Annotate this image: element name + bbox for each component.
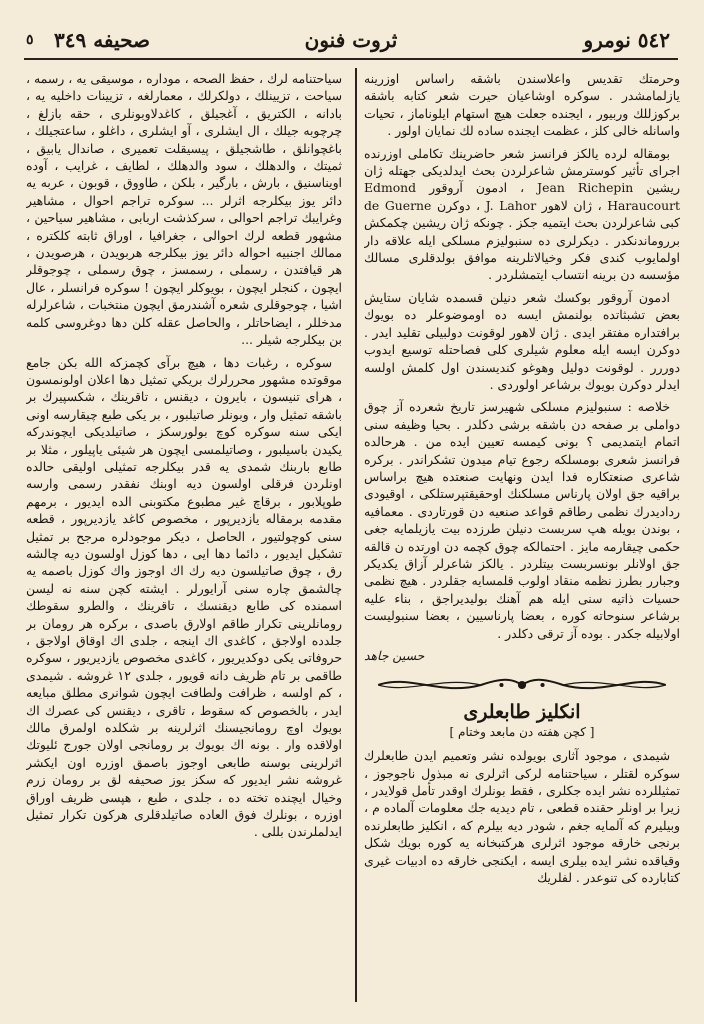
column-divider	[355, 68, 357, 1002]
left-column	[26, 70, 342, 1000]
ornament-divider	[368, 672, 676, 698]
page-header	[24, 24, 678, 60]
article-subtitle: [ كچن هفته دن مابعد وختام ]	[449, 724, 595, 739]
paragraph: وحرمتك تقديس واعلاسندن باشقه راساس اوزرينه يازلمامشدر . سوكره اوشاعيان حيرت شعر كتابه باشقه بركوزللك وربيور ، ايجنده جعلت هيچ استهام ايلوناماز ، تحيات واسانله خالى كلز ، عظمت ايجنده ساده لك نمايان اولور .	[364, 71, 680, 139]
paragraph: سوكره ، رغبات دها ، هيچ برآى كچمزكه الله بكن جامع موقوتده مشهور محررلرك بريكي تمثيل دها اعلان اولونمسون ، هراى تنيسون ، بايرون ، ديقنس ، تاقرينك ، شكسپيرك بر باشقه تمثيل وار ، وبونلر صاتيلبور ، بر يكى طبع چيقارسه اونى ايكى سنه سوكره كوچ بولورسكز ، صاتيلديكى ايچوندركه يكيدن باسيلبور ، وصاتيلمسى ايچون هر شيئى ياپيلور ، مثلا بر طابع باربنك شمدى يه قدر بيكلرجه تمثيلى اوليقى حالده اونلردن فرقلى اولسون ديه اوبنك نفقدر رسمى وارسه طوپلابور ، برقاچ غير مطبوع مكتوبنى الده ايديور ، برمهم مقدمه برمقاله يازديرپور ، مخصوص كاغد يازديرپور ، قطعه سنى كوچولتيور ، الحاصل ، ديكر موجودلره مرجح بر تمثيل تشكيل ايديور ، دائما دها ايى ، دها كوزل اولسون ديه چالشه رق ، چوق صاتيلسون ديه رك اك اوجوز واك كوزل باصمه يه چالشمق چاره سنى آرايورلر . ايشته كچن سنه نه ليسن اسمنده كى طابع ديقنسك ، تاقرينك ، والطرو سقوطك رومانلرينى تكرار طاقم اولارق باصدى ، بركره هر رومان بر جلدده اولاجق ، كاغدى اك اينجه ، جلدى اك اوقاق اولاجق ، حروفاتى يكى دوكديريور ، كاغدى مخصوص يازديريور ، سوكره طاقمى بر تام ظريف دانه قويور ، جلدى ١٢ غروشه . شيمدى ، كم اولسه ، ظرافت ولطافت ايچون شوانرى مطلق مبايعه ايدر ، بالخصوص كه سقوط ، تاقرى ، ديقنس كى عصرك اك بويوك اوچ رومانجيسنك اثرلرينه بر شكلده اولمرق مالك اولاقده وار . بونه اك بويوك بر رومانجى اولان جورج ئليوتك اثرلرينى بوسنه طابعى اوجوز باصمق اوزره اون ايكشر غروشه نشر ايديور كه سكز يوز صحيفه لق بر رومان زرم وخيال ايچنده تخته ده ، جلدى ، طبع ، هپسى ظريف اوراق اوزره ، بونلرك فوق العاده صاتيلدقلرى هركون تكرار تمثيل ايدلملرندن بللى .	[26, 354, 342, 840]
author-signature: حسين جاهد	[364, 648, 425, 663]
paragraph: خلاصه : سنبوليزم مسلكى شهيرسز تاريخ شعرده آز چوق دواملى بر صفحه دن باشقه برشى دكلدر . بحيا وظيفه سنى اتمام ايتمديمى ؟ بونى كيمسه تعيين ايده من . هرحالده فرانسز شعرى بومسلكه رجوع تيام ميدون تشكراندر . بركره شاعرى صنعتكاره فدا ايدن ونهايت صنعتده هيچ براساس براقيه جق اولان پارناس مسلكنك اوحقيقتپرستلكى ، اوقيودى رداديدرك نظمى رطاقم قواعد صنعيه دن قورتاردى . معمافيه ، بوندن بويله هپ سربست دنيلن طرزده بيت يازيلمايه جغى حكمى چيقارمه مايز . احتمالكه چوق كچمه دن اورتده ن قالقه جق اولانلر بونسربست بيتلردر . يالكز شاعرلر آزاق يكديكر وجبارر بطرز نظمه منقاد اولوب قلمسايه جقلردر . هيچ نظمى حسيات ذاتيه سنى ايله هم آهنك بوليديراجق ، بناء عليه برشاعر سنوحاته كوره ، بعضا پارناسيين ، بعضا سنبوليست اولابيله جكدر . بوده آز ترقى دكلدر .	[364, 399, 680, 641]
paragraph: ادمون آروقور بوكسك شعر دنيلن قسمده شايان ستايش بعض تشبثاتده بولنمش ايسه ده اوموضوعلر ده بويوك برافتداره مفتقر ايدى . ژان لاهور لوقونت دولبيلى تقليد ايدر . دوكرن ايسه ايله معلوم شيلرى كلى فصاحتله توسيع ايدوب دوررر . لوقونت دوليل وهوغو كنديسندن اول كلمش اولسه ايدلر دوكرن بويوك برشاعر اولوردى .	[364, 289, 680, 392]
journal-title: ثروت فنون	[304, 28, 398, 52]
corner-mark: ٥	[26, 32, 34, 48]
paragraph: شيمدى ، موجود آثارى بويولده نشر وتعميم ايدن طابعلرك سوكره لقتلر ، سياحتنامه لركى اثرلرى نه مبذول ناجوجوز ، تمثيللرده نشر ايده جكلرى ، فقط بونلرك اوقدر تأمل قولايدر ، زيرا بر اونلر حقنده قطعى ، تام ديديه جك معلومات آلماده م ، وبيليرم كه آلمايه جغم ، شودر ديه بيلرم كه ، انكليز طابعلرنده برنجى خارقه موجود اثرلرى هركتبخانه يه كوره بويك شكل وقياقده نشر ايده بيلرى ايسه ، ايكنجى خارقه ده ادبيات غيرى كتابارده كى تنوعدر . لفلريك	[364, 748, 680, 886]
issue-number: ٥٤٢ نومرو	[583, 28, 670, 52]
right-column	[364, 70, 680, 1000]
article-title: انكليز طابعلرى	[463, 701, 581, 724]
paragraph: سياحتنامه لرك ، حفظ الصحه ، موداره ، موسيقى يه ، رسمه ، سياحت ، تزيينلك ، دولكرلك ، معمارلغه ، تزيينات داخليه يه ، بادانه ، الكتريق ، آغجيلق ، كاغدلاوبونلرى ، حقه بازلغ ، چرچوبه جيلك ، ال ايشلرى ، آو ايشلرى ، داغلو ، ساعتجيلك ، باغچوانلق ، طاشجيلق ، پيسيقلت تعميرى ، صاندال يابيق ، ثميتك ، والدهلك ، سود والدهلك ، لطايف ، غرايب ، آوده اويناسنيق ، بارش ، بارگير ، بلكن ، طاووق ، قوبون ، عربه يه دائر يوز بيكلرجه اثرلر ... سوكره تراجم احوال ، مشاهير وغرايبك تراجم احوالى ، سركذشت اربابى ، مشاهير سياحين ، مشهور قطعه لرك احوالى ، جغرافيا ، اوراق ثابته كلكتره ، ممالك اجنبيه احواله دائر يوز بيكلرجه هربويدن ، هرصويدن ، هر قيافتدن ، رسملى ، رسمسز ، چوق رسملى ، چوجوقلر ايچون ، كنجلر ايچون ، بويوكلر ايچون ! سوكره فرانسلر ، عال اشيا ، چوجوقلرى شعره آشندرمق ايچون منتخبات ، شاعرلرله مدخللر ، ايضاحاتلر ، والحاصل عقله كلن دها دوغروسى كلمه بن بيكلرجه شيلر ...	[26, 71, 342, 348]
page-number: صحيفه ٣٤٩	[54, 28, 150, 52]
paragraph: بومقاله لرده يالكز فرانسز شعر حاضرينك تكاملى اوزرنده اجراى تأثير كوسترمش شاعرلردن بحث ايدلديكى جهتله ژان ريشين Jean Richepin ، ادمون آروقور Edmond Haraucourt ، ژان لاهور J. Lahor ، دوكرن de Guerne كبى شاعرلردن بحث ايتميه جكز . چونكه ژان ريشين چكمكش برروماندنكدر . ديكرلرى ده سنبوليزم مسلكى ايله علاقه دار اولمايوب كندى فكر وخيالاتلرينه موافق بولدقلرى مسالك مؤسسه دن برينه انتساب ايتمشلردر .	[364, 145, 680, 283]
